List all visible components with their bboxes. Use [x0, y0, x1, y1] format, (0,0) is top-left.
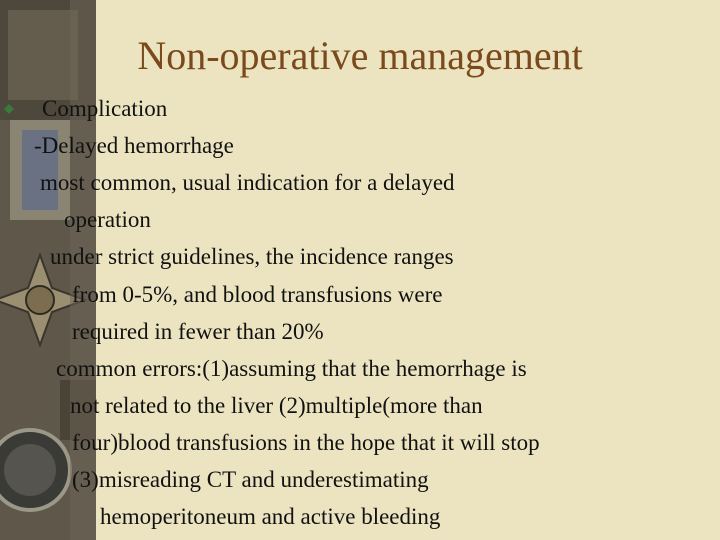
bullet-line-10: four)blood transfusions in the hope that it will stop [72, 430, 540, 455]
bullet-line-8: common errors:(1)assuming that the hemorrhage is [56, 356, 527, 381]
bullet-line-11: (3)misreading CT and underestimating [72, 467, 429, 492]
slide-title: Non-operative management [137, 33, 583, 78]
bullet-line-2: -Delayed hemorrhage [34, 133, 234, 158]
bullet-line-3: most common, usual indication for a delayed [40, 170, 455, 195]
bullet-line-5: under strict guidelines, the incidence ranges [50, 244, 454, 269]
bullet-line-4: operation [64, 207, 151, 232]
bullet-line-1: Complication [42, 96, 168, 121]
bullet-line-6: from 0-5%, and blood transfusions were [72, 282, 443, 307]
bullet-line-7: required in fewer than 20% [72, 319, 324, 344]
bullet-line-12: hemoperitoneum and active bleeding [100, 504, 441, 529]
diamond-bullet-icon [4, 104, 14, 114]
bullet-line-9: not related to the liver (2)multiple(more than [70, 393, 483, 418]
